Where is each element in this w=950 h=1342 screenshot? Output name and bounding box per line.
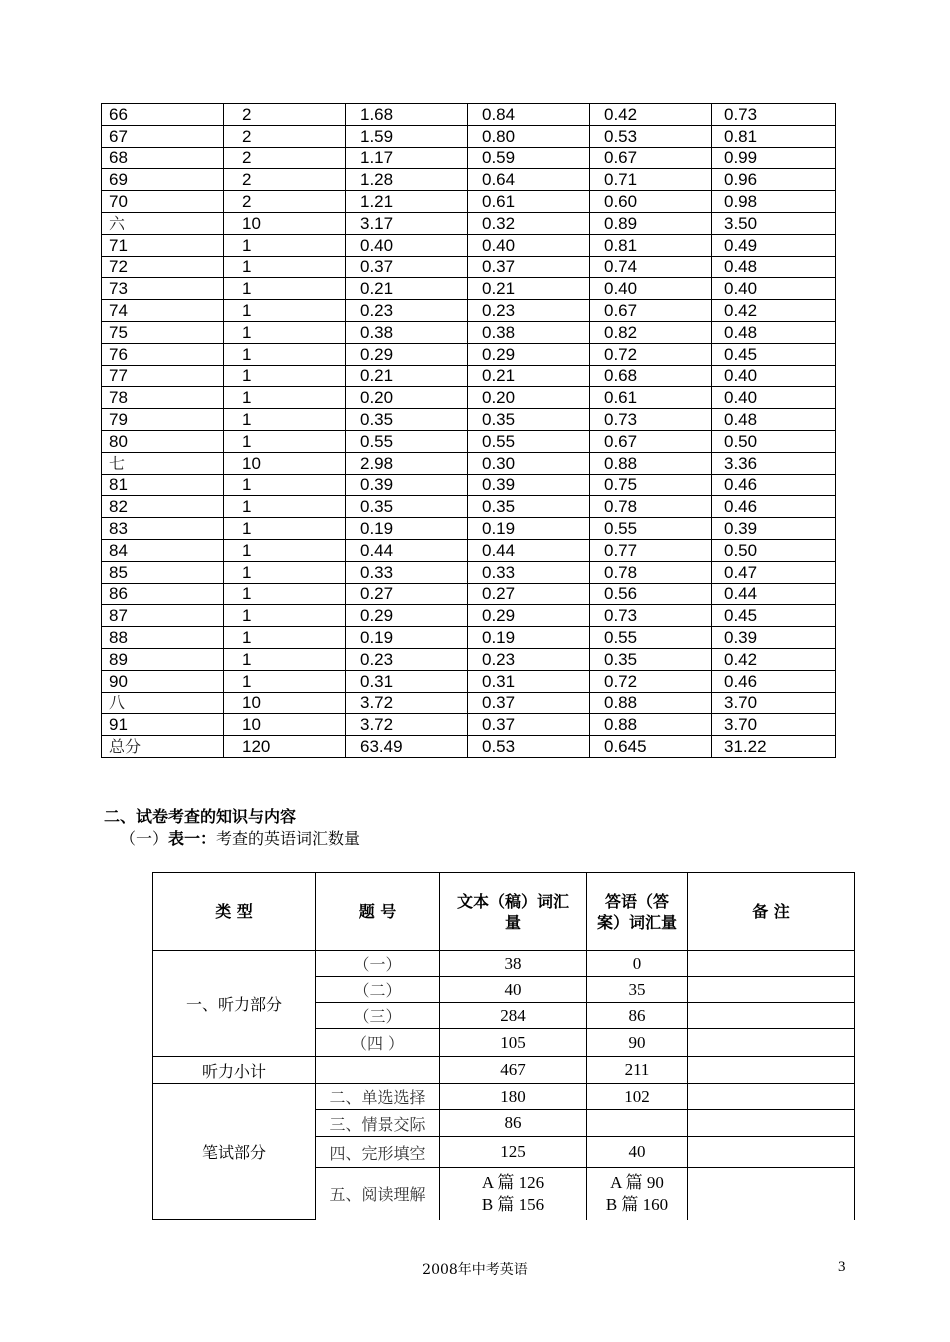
stats-cell: 0.48 (712, 321, 836, 343)
stats-row (102, 692, 836, 714)
stats-cell: 0.31 (346, 670, 468, 692)
stats-cell: 1 (224, 496, 346, 518)
header-notes: 备 注 (688, 873, 855, 951)
answer-vocab-cell (587, 1110, 688, 1137)
stats-cell: 10 (224, 212, 346, 234)
text-vocab-cell: 105 (440, 1029, 587, 1057)
stats-cell: 0.55 (468, 430, 590, 452)
listening-subtotal-label: 听力小计 (153, 1057, 316, 1084)
stats-cell: 0.40 (468, 234, 590, 256)
stats-cell: 3.70 (712, 692, 836, 714)
stats-cell: 66 (102, 104, 224, 126)
stats-cell: 0.19 (468, 518, 590, 540)
stats-cell: 79 (102, 409, 224, 431)
stats-cell: 82 (102, 496, 224, 518)
answer-vocab-cell: 211 (587, 1057, 688, 1084)
stats-cell: 0.44 (346, 539, 468, 561)
text-vocab-cell: 86 (440, 1110, 587, 1137)
stats-cell: 0.29 (346, 605, 468, 627)
stats-cell: 0.48 (712, 409, 836, 431)
stats-cell: 0.31 (468, 670, 590, 692)
stats-cell: 0.35 (468, 409, 590, 431)
stats-cell: 0.20 (468, 387, 590, 409)
stats-row (102, 234, 836, 256)
stats-cell: 1 (224, 605, 346, 627)
stats-cell: 2 (224, 125, 346, 147)
header-answer-vocab-line1: 答语（答 (604, 891, 669, 911)
stats-cell: 0.44 (468, 539, 590, 561)
stats-row (102, 278, 836, 300)
answer-vocab-cell (587, 1168, 688, 1220)
stats-cell: 3.50 (712, 212, 836, 234)
notes-cell (688, 1137, 855, 1168)
vocab-subtotal-row (153, 1057, 855, 1084)
stats-cell: 0.73 (712, 104, 836, 126)
stats-cell: 0.88 (590, 692, 712, 714)
vocab-row (153, 951, 855, 977)
stats-cell: 0.55 (346, 430, 468, 452)
stats-cell: 0.82 (590, 321, 712, 343)
caption-prefix: （一） (120, 829, 169, 848)
stats-cell: 0.46 (712, 496, 836, 518)
question-cell: （二） (316, 977, 440, 1003)
stats-cell: 0.27 (468, 583, 590, 605)
stats-row (102, 212, 836, 234)
stats-cell: 0.71 (590, 169, 712, 191)
stats-cell: 0.40 (590, 278, 712, 300)
page-number: 3 (838, 1259, 846, 1275)
stats-cell: 0.40 (712, 387, 836, 409)
reading-answer-b: B 篇 160 (605, 1194, 669, 1214)
question-cell: （三） (316, 1003, 440, 1029)
stats-cell: 1 (224, 256, 346, 278)
stats-cell: 83 (102, 518, 224, 540)
text-vocab-cell: 125 (440, 1137, 587, 1168)
stats-row (102, 714, 836, 736)
stats-cell: 2.98 (346, 452, 468, 474)
stats-cell: 0.61 (590, 387, 712, 409)
stats-cell: 74 (102, 300, 224, 322)
stats-cell: 0.23 (346, 648, 468, 670)
notes-cell (688, 1110, 855, 1137)
stats-cell: 75 (102, 321, 224, 343)
stats-cell: 0.21 (346, 365, 468, 387)
stats-cell: 0.67 (590, 300, 712, 322)
stats-cell: 76 (102, 343, 224, 365)
stats-cell: 1 (224, 627, 346, 649)
answer-vocab-cell: 90 (587, 1029, 688, 1057)
stats-cell: 0.88 (590, 714, 712, 736)
stats-cell: 0.40 (712, 365, 836, 387)
stats-cell: 0.60 (590, 191, 712, 213)
notes-cell (688, 977, 855, 1003)
stats-cell: 0.29 (468, 343, 590, 365)
stats-cell: 73 (102, 278, 224, 300)
stats-cell: 1 (224, 583, 346, 605)
stats-cell: 0.81 (712, 125, 836, 147)
stats-cell: 七 (102, 452, 224, 474)
stats-row (102, 365, 836, 387)
stats-cell: 0.55 (590, 518, 712, 540)
stats-row (102, 387, 836, 409)
section-heading: 二、试卷考查的知识与内容 (104, 807, 297, 826)
stats-cell: 1.28 (346, 169, 468, 191)
stats-cell: 0.81 (590, 234, 712, 256)
notes-cell (688, 1057, 855, 1084)
stats-cell: 0.27 (346, 583, 468, 605)
header-text-vocab-line1: 文本（稿）词汇 (456, 891, 569, 911)
answer-vocab-cell: 40 (587, 1137, 688, 1168)
stats-cell: 78 (102, 387, 224, 409)
stats-cell: 1 (224, 234, 346, 256)
stats-cell: 1 (224, 300, 346, 322)
stats-cell: 0.67 (590, 147, 712, 169)
stats-cell: 0.33 (468, 561, 590, 583)
page-footer-title: 2008年中考英语 (422, 1262, 528, 1278)
question-cell: 四、完形填空 (316, 1137, 440, 1168)
stats-cell: 81 (102, 474, 224, 496)
text-vocab-cell: 180 (440, 1084, 587, 1110)
header-question: 题 号 (316, 873, 440, 951)
stats-cell: 0.48 (712, 256, 836, 278)
stats-cell: 1 (224, 561, 346, 583)
stats-cell: 3.72 (346, 692, 468, 714)
stats-cell: 68 (102, 147, 224, 169)
stats-cell: 0.74 (590, 256, 712, 278)
stats-row (102, 627, 836, 649)
stats-cell: 0.37 (468, 714, 590, 736)
stats-cell: 0.30 (468, 452, 590, 474)
stats-row (102, 605, 836, 627)
stats-cell: 3.70 (712, 714, 836, 736)
stats-cell: 0.96 (712, 169, 836, 191)
text-vocab-cell: 284 (440, 1003, 587, 1029)
stats-cell: 0.40 (712, 278, 836, 300)
answer-vocab-cell: 102 (587, 1084, 688, 1110)
stats-cell: 2 (224, 191, 346, 213)
stats-cell: 67 (102, 125, 224, 147)
stats-row (102, 670, 836, 692)
stats-cell: 0.45 (712, 605, 836, 627)
stats-cell: 0.53 (590, 125, 712, 147)
stats-cell: 31.22 (712, 736, 836, 758)
stats-cell: 0.38 (346, 321, 468, 343)
stats-cell: 0.29 (346, 343, 468, 365)
stats-cell: 88 (102, 627, 224, 649)
stats-row (102, 539, 836, 561)
written-part-label: 笔试部分 (153, 1084, 316, 1220)
stats-cell: 80 (102, 430, 224, 452)
stats-cell: 0.35 (468, 496, 590, 518)
stats-cell: 69 (102, 169, 224, 191)
stats-cell: 72 (102, 256, 224, 278)
question-cell: （四 ） (316, 1029, 440, 1057)
listening-part-label: 一、听力部分 (153, 951, 316, 1057)
stats-cell: 0.19 (346, 627, 468, 649)
stats-cell: 0.40 (346, 234, 468, 256)
stats-cell: 0.37 (468, 256, 590, 278)
stats-cell: 1 (224, 474, 346, 496)
stats-cell: 0.61 (468, 191, 590, 213)
stats-row (102, 496, 836, 518)
stats-cell: 0.78 (590, 561, 712, 583)
stats-cell: 0.35 (346, 496, 468, 518)
stats-cell: 0.47 (712, 561, 836, 583)
stats-cell: 1.68 (346, 104, 468, 126)
stats-cell: 71 (102, 234, 224, 256)
stats-cell: 10 (224, 692, 346, 714)
stats-cell: 0.42 (712, 648, 836, 670)
stats-cell: 0.89 (590, 212, 712, 234)
stats-row (102, 736, 836, 758)
stats-cell: 86 (102, 583, 224, 605)
stats-cell: 0.35 (590, 648, 712, 670)
stats-cell: 77 (102, 365, 224, 387)
stats-cell: 0.32 (468, 212, 590, 234)
stats-cell: 2 (224, 104, 346, 126)
stats-cell: 0.56 (590, 583, 712, 605)
stats-cell: 0.42 (712, 300, 836, 322)
stats-cell: 10 (224, 714, 346, 736)
stats-cell: 0.50 (712, 430, 836, 452)
answer-vocab-cell: 86 (587, 1003, 688, 1029)
stats-cell: 1.59 (346, 125, 468, 147)
stats-row (102, 409, 836, 431)
caption-bold: 表一： (168, 829, 217, 848)
stats-cell: 1 (224, 648, 346, 670)
stats-cell: 0.98 (712, 191, 836, 213)
stats-cell: 10 (224, 452, 346, 474)
stats-cell: 0.59 (468, 147, 590, 169)
stats-cell: 1 (224, 278, 346, 300)
stats-cell: 90 (102, 670, 224, 692)
stats-cell: 0.44 (712, 583, 836, 605)
stats-cell: 0.72 (590, 670, 712, 692)
stats-cell: 1 (224, 387, 346, 409)
stats-cell: 0.77 (590, 539, 712, 561)
stats-cell: 0.53 (468, 736, 590, 758)
stats-row (102, 518, 836, 540)
stats-cell: 0.78 (590, 496, 712, 518)
stats-cell: 0.84 (468, 104, 590, 126)
header-text-vocab-line2: 量 (504, 912, 521, 932)
stats-cell: 1 (224, 409, 346, 431)
stats-cell: 0.64 (468, 169, 590, 191)
text-vocab-cell: 467 (440, 1057, 587, 1084)
stats-row (102, 256, 836, 278)
stats-cell: 0.21 (346, 278, 468, 300)
stats-cell: 0.19 (468, 627, 590, 649)
question-cell: 二、单选选择 (316, 1084, 440, 1110)
vocab-header-row (153, 873, 855, 951)
stats-cell: 0.67 (590, 430, 712, 452)
answer-vocab-cell: 0 (587, 951, 688, 977)
question-cell: 五、阅读理解 (316, 1168, 440, 1220)
stats-cell: 3.36 (712, 452, 836, 474)
stats-row (102, 104, 836, 126)
stats-cell: 0.42 (590, 104, 712, 126)
reading-text-a: A 篇 126 (481, 1172, 545, 1192)
stats-cell: 0.21 (468, 365, 590, 387)
text-vocab-cell: 38 (440, 951, 587, 977)
stats-cell: 0.45 (712, 343, 836, 365)
table-caption (120, 826, 360, 849)
stats-cell: 0.37 (468, 692, 590, 714)
stats-cell: 89 (102, 648, 224, 670)
stats-cell: 0.73 (590, 409, 712, 431)
stats-cell: 85 (102, 561, 224, 583)
stats-cell: 0.35 (346, 409, 468, 431)
stats-cell: 3.17 (346, 212, 468, 234)
question-cell: 三、情景交际 (316, 1110, 440, 1137)
stats-cell: 0.39 (712, 627, 836, 649)
stats-cell: 70 (102, 191, 224, 213)
stats-cell: 1.21 (346, 191, 468, 213)
text-vocab-cell: 40 (440, 977, 587, 1003)
header-answer-vocab-line2: 案）词汇量 (596, 912, 677, 932)
notes-cell (688, 1029, 855, 1057)
stats-cell: 1 (224, 518, 346, 540)
stats-cell: 0.23 (346, 300, 468, 322)
stats-cell: 1 (224, 321, 346, 343)
stats-cell: 1 (224, 539, 346, 561)
stats-row (102, 191, 836, 213)
stats-cell: 0.39 (346, 474, 468, 496)
notes-cell (688, 1003, 855, 1029)
stats-row (102, 343, 836, 365)
stats-cell: 2 (224, 169, 346, 191)
header-answer-vocab (587, 873, 688, 951)
stats-cell: 0.38 (468, 321, 590, 343)
stats-cell: 1 (224, 430, 346, 452)
reading-text-b: B 篇 156 (481, 1194, 545, 1214)
stats-cell: 2 (224, 147, 346, 169)
stats-cell: 1 (224, 365, 346, 387)
stats-cell: 0.37 (346, 256, 468, 278)
stats-row (102, 147, 836, 169)
question-cell: （一） (316, 951, 440, 977)
stats-cell: 0.49 (712, 234, 836, 256)
stats-cell: 3.72 (346, 714, 468, 736)
stats-row (102, 300, 836, 322)
stats-row (102, 648, 836, 670)
stats-cell: 0.88 (590, 452, 712, 474)
header-type: 类 型 (153, 873, 316, 951)
question-cell (316, 1057, 440, 1084)
stats-cell: 91 (102, 714, 224, 736)
notes-cell (688, 1168, 855, 1220)
stats-cell: 0.72 (590, 343, 712, 365)
stats-cell: 0.29 (468, 605, 590, 627)
stats-cell: 0.55 (590, 627, 712, 649)
stats-row (102, 583, 836, 605)
stats-row (102, 561, 836, 583)
stats-cell: 0.99 (712, 147, 836, 169)
stats-row (102, 321, 836, 343)
stats-cell: 六 (102, 212, 224, 234)
stats-cell: 0.75 (590, 474, 712, 496)
stats-cell: 0.80 (468, 125, 590, 147)
stats-row (102, 125, 836, 147)
notes-cell (688, 1084, 855, 1110)
stats-cell: 1 (224, 343, 346, 365)
stats-cell: 63.49 (346, 736, 468, 758)
stats-cell: 0.645 (590, 736, 712, 758)
stats-cell: 0.46 (712, 670, 836, 692)
answer-vocab-cell: 35 (587, 977, 688, 1003)
statistics-table-body (102, 104, 836, 758)
stats-cell: 87 (102, 605, 224, 627)
stats-cell: 0.23 (468, 648, 590, 670)
stats-cell: 0.33 (346, 561, 468, 583)
stats-cell: 0.39 (468, 474, 590, 496)
stats-cell: 1.17 (346, 147, 468, 169)
stats-row (102, 474, 836, 496)
stats-cell: 0.68 (590, 365, 712, 387)
stats-cell: 八 (102, 692, 224, 714)
stats-row (102, 430, 836, 452)
stats-cell: 0.20 (346, 387, 468, 409)
stats-cell: 总分 (102, 736, 224, 758)
stats-cell: 0.39 (712, 518, 836, 540)
stats-cell: 0.21 (468, 278, 590, 300)
stats-cell: 0.19 (346, 518, 468, 540)
vocabulary-table (152, 872, 855, 1220)
header-text-vocab (440, 873, 587, 951)
stats-cell: 120 (224, 736, 346, 758)
text-vocab-cell (440, 1168, 587, 1220)
stats-cell: 84 (102, 539, 224, 561)
stats-cell: 0.23 (468, 300, 590, 322)
reading-answer-a: A 篇 90 (610, 1172, 664, 1192)
stats-row (102, 452, 836, 474)
vocab-row (153, 1084, 855, 1110)
stats-cell: 0.46 (712, 474, 836, 496)
stats-cell: 0.73 (590, 605, 712, 627)
notes-cell (688, 951, 855, 977)
caption-text: 考查的英语词汇数量 (216, 829, 361, 848)
statistics-table (101, 103, 836, 758)
stats-row (102, 169, 836, 191)
stats-cell: 1 (224, 670, 346, 692)
stats-cell: 0.50 (712, 539, 836, 561)
